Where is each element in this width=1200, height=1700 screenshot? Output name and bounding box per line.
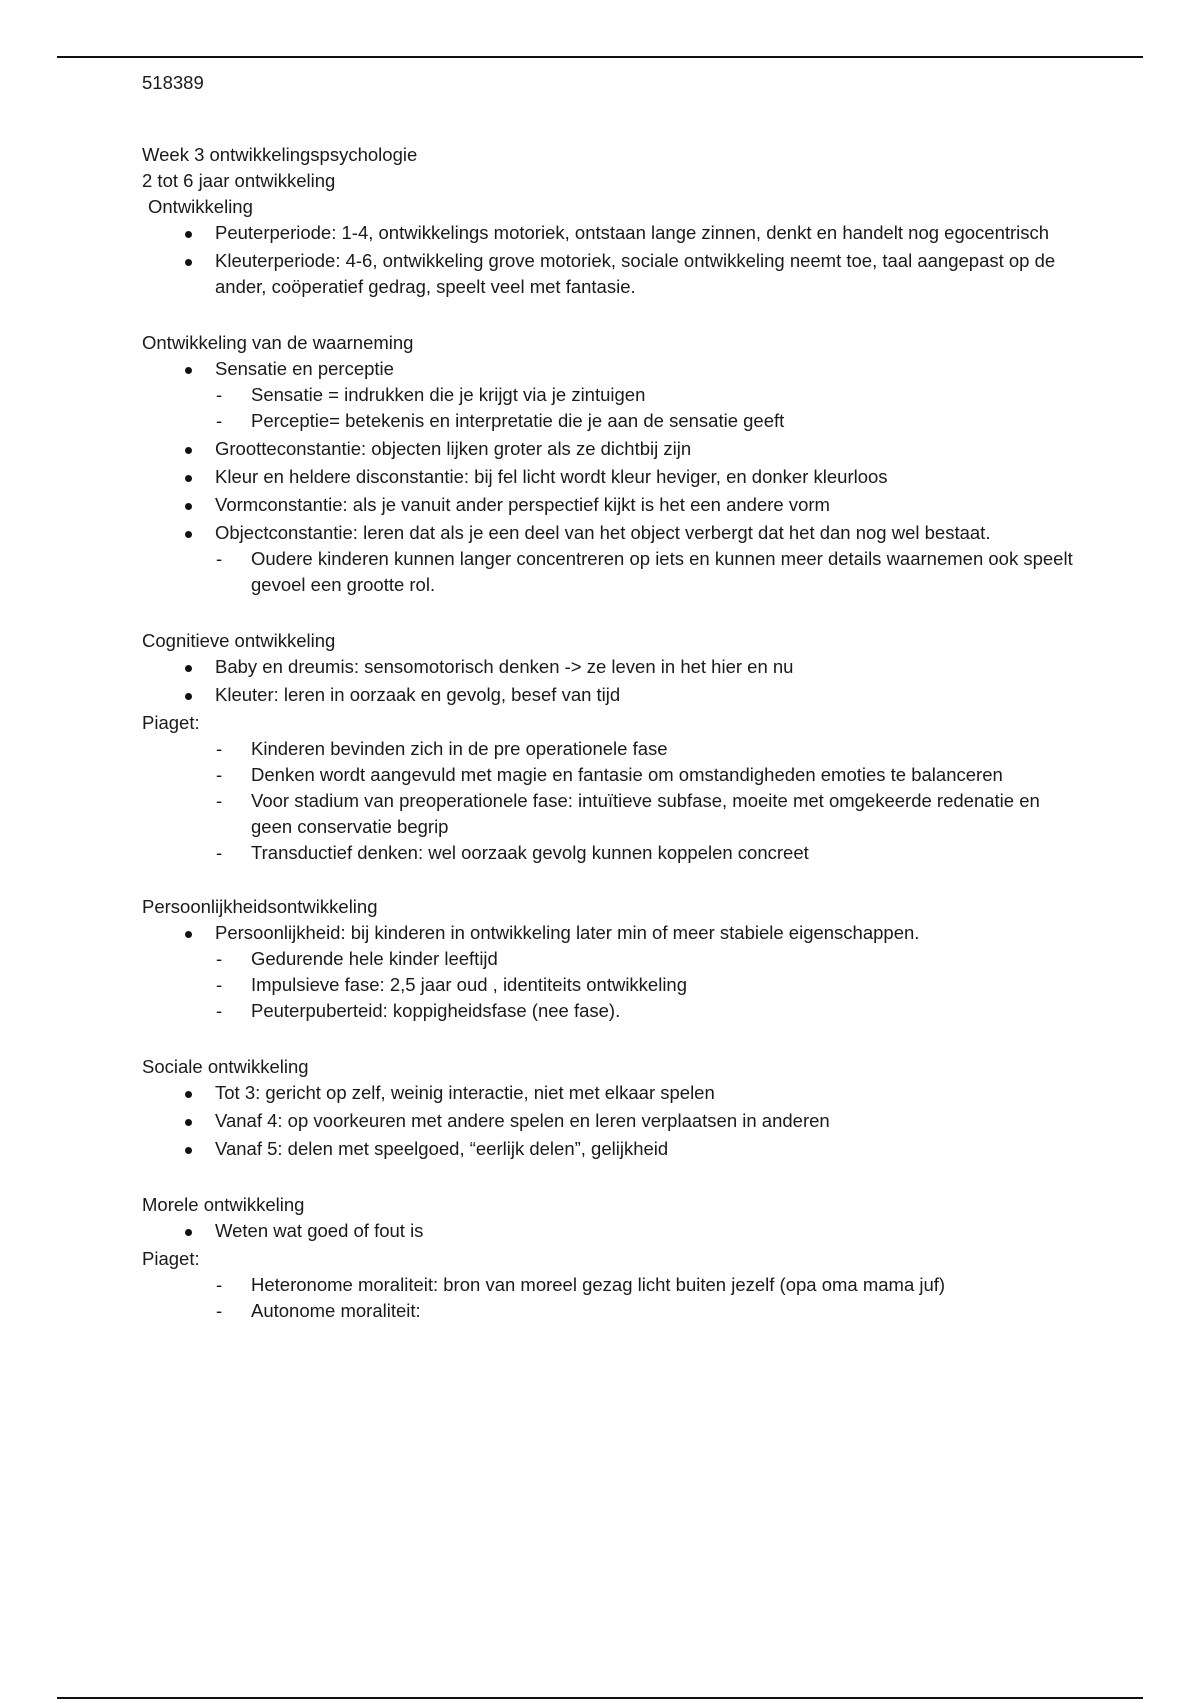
bullet-icon bbox=[185, 531, 192, 538]
bullet-icon bbox=[185, 475, 192, 482]
spacer bbox=[142, 600, 1082, 628]
list-item bbox=[142, 1108, 1082, 1134]
dash-icon: - bbox=[216, 1300, 223, 1321]
piaget-label: Piaget: bbox=[142, 712, 200, 733]
sub-list-item bbox=[215, 946, 1082, 972]
spacer bbox=[142, 96, 1082, 142]
list-item-text: Vanaf 5: delen met speelgoed, “eerlijk delen”, gelijkheid bbox=[215, 1138, 669, 1159]
bullet-icon bbox=[185, 665, 192, 672]
dash-icon: - bbox=[216, 842, 223, 863]
sub-list-item bbox=[215, 382, 1082, 408]
list-item bbox=[142, 520, 1082, 598]
list-item bbox=[142, 920, 1082, 1024]
bullet-icon bbox=[185, 1091, 192, 1098]
list-item-text: Kleur en heldere disconstantie: bij fel licht wordt kleur heviger, en donker kleurloos bbox=[215, 466, 888, 487]
list-item bbox=[142, 682, 1082, 708]
list-item bbox=[142, 1218, 1082, 1244]
dash-icon: - bbox=[216, 1274, 223, 1295]
list-item bbox=[142, 356, 1082, 434]
list-item-text: Objectconstantie: leren dat als je een deel van het object verbergt dat het dan nog wel bestaat. bbox=[215, 522, 991, 543]
student-id: 518389 bbox=[142, 72, 204, 93]
section-heading-ontwikkeling: Ontwikkeling bbox=[148, 196, 253, 217]
list-item bbox=[142, 464, 1082, 490]
section-heading-moreel: Morele ontwikkeling bbox=[142, 1194, 305, 1215]
sub-list bbox=[215, 546, 1082, 598]
sub-list-item-text: Oudere kinderen kunnen langer concentreren op iets en kunnen meer details waarnemen ook speelt gevoel een grootte rol. bbox=[251, 548, 1073, 595]
list-item-text: Kleuter: leren in oorzaak en gevolg, besef van tijd bbox=[215, 684, 621, 705]
sub-list-item bbox=[215, 408, 1082, 434]
list-item bbox=[142, 1080, 1082, 1106]
dash-icon: - bbox=[216, 764, 223, 785]
sub-list-item-text: Peuterpuberteid: koppigheidsfase (nee fase). bbox=[251, 1000, 621, 1021]
spacer bbox=[142, 866, 1082, 894]
dash-icon: - bbox=[216, 948, 223, 969]
bullet-list-moreel bbox=[142, 1218, 1082, 1244]
sub-list-item bbox=[142, 788, 1082, 840]
bullet-list-sociaal bbox=[142, 1080, 1082, 1162]
list-item bbox=[142, 248, 1082, 300]
dash-list-piaget-cognitief bbox=[142, 736, 1082, 866]
list-item bbox=[142, 220, 1082, 246]
sub-list bbox=[215, 946, 1082, 1024]
bullet-icon bbox=[185, 1229, 192, 1236]
sub-list-item-text: Heteronome moraliteit: bron van moreel gezag licht buiten jezelf (opa oma mama juf) bbox=[251, 1274, 946, 1295]
spacer bbox=[142, 1164, 1082, 1192]
dash-icon: - bbox=[216, 410, 223, 431]
bullet-icon bbox=[185, 1147, 192, 1154]
section-heading-waarneming: Ontwikkeling van de waarneming bbox=[142, 332, 414, 353]
list-item-text: Sensatie en perceptie bbox=[215, 358, 394, 379]
bullet-list-persoonlijkheid bbox=[142, 920, 1082, 1024]
sub-list-item bbox=[142, 736, 1082, 762]
sub-list-item-text: Gedurende hele kinder leeftijd bbox=[251, 948, 498, 969]
dash-icon: - bbox=[216, 738, 223, 759]
sub-list-item-text: Transductief denken: wel oorzaak gevolg kunnen koppelen concreet bbox=[251, 842, 809, 863]
sub-list-item-text: Voor stadium van preoperationele fase: intuïtieve subfase, moeite met omgekeerde redenatie en geen conservatie begrip bbox=[251, 790, 1040, 837]
list-item bbox=[142, 1136, 1082, 1162]
sub-list-item-text: Autonome moraliteit: bbox=[251, 1300, 421, 1321]
sub-list-item bbox=[142, 762, 1082, 788]
sub-list-item-text: Impulsieve fase: 2,5 jaar oud , identiteits ontwikkeling bbox=[251, 974, 688, 995]
document-title: Week 3 ontwikkelingspsychologie bbox=[142, 144, 418, 165]
list-item bbox=[142, 492, 1082, 518]
bullet-icon bbox=[185, 231, 192, 238]
sub-list-item-text: Perceptie= betekenis en interpretatie die je aan de sensatie geeft bbox=[251, 410, 785, 431]
section-heading-persoonlijkheid: Persoonlijkheidsontwikkeling bbox=[142, 896, 378, 917]
bullet-icon bbox=[185, 1119, 192, 1126]
sub-list-item bbox=[142, 1298, 1082, 1324]
sub-list-item-text: Kinderen bevinden zich in de pre operationele fase bbox=[251, 738, 668, 759]
piaget-label: Piaget: bbox=[142, 1248, 200, 1269]
section-heading-sociaal: Sociale ontwikkeling bbox=[142, 1056, 309, 1077]
bullet-icon bbox=[185, 503, 192, 510]
sub-list-item bbox=[215, 546, 1082, 598]
list-item bbox=[142, 654, 1082, 680]
bullet-icon bbox=[185, 447, 192, 454]
list-item-text: Baby en dreumis: sensomotorisch denken -> ze leven in het hier en nu bbox=[215, 656, 794, 677]
document-body bbox=[142, 70, 1082, 1324]
list-item-text: Persoonlijkheid: bij kinderen in ontwikkeling later min of meer stabiele eigenschappen. bbox=[215, 922, 920, 943]
dash-icon: - bbox=[216, 1000, 223, 1021]
spacer bbox=[142, 1026, 1082, 1054]
list-item-text: Kleuterperiode: 4-6, ontwikkeling grove motoriek, sociale ontwikkeling neemt toe, taal aangepast op de ander, coöperatief gedrag, speelt veel met fantasie. bbox=[215, 250, 1056, 297]
bullet-list-cognitief bbox=[142, 654, 1082, 708]
list-item-text: Vormconstantie: als je vanuit ander perspectief kijkt is het een andere vorm bbox=[215, 494, 830, 515]
sub-list-item bbox=[142, 1272, 1082, 1298]
sub-list-item bbox=[215, 998, 1082, 1024]
bullet-icon bbox=[185, 931, 192, 938]
bullet-icon bbox=[185, 259, 192, 266]
bullet-list-waarneming bbox=[142, 356, 1082, 598]
spacer bbox=[142, 302, 1082, 330]
document-subtitle: 2 tot 6 jaar ontwikkeling bbox=[142, 170, 336, 191]
dash-icon: - bbox=[216, 384, 223, 405]
bullet-icon bbox=[185, 367, 192, 374]
dash-icon: - bbox=[216, 790, 223, 811]
sub-list-item bbox=[215, 972, 1082, 998]
section-heading-cognitief: Cognitieve ontwikkeling bbox=[142, 630, 336, 651]
sub-list-item-text: Denken wordt aangevuld met magie en fantasie om omstandigheden emoties te balanceren bbox=[251, 764, 1003, 785]
list-item-text: Grootteconstantie: objecten lijken groter als ze dichtbij zijn bbox=[215, 438, 692, 459]
bullet-list-ontwikkeling bbox=[142, 220, 1082, 300]
header-rule bbox=[57, 56, 1143, 58]
list-item bbox=[142, 436, 1082, 462]
footer-rule bbox=[57, 1697, 1143, 1699]
list-item-text: Weten wat goed of fout is bbox=[215, 1220, 424, 1241]
list-item-text: Vanaf 4: op voorkeuren met andere spelen en leren verplaatsen in anderen bbox=[215, 1110, 830, 1131]
bullet-icon bbox=[185, 693, 192, 700]
list-item-text: Tot 3: gericht op zelf, weinig interactie, niet met elkaar spelen bbox=[215, 1082, 715, 1103]
dash-icon: - bbox=[216, 548, 223, 569]
list-item-text: Peuterperiode: 1-4, ontwikkelings motoriek, ontstaan lange zinnen, denkt en handelt nog egocentrisch bbox=[215, 222, 1050, 243]
dash-icon: - bbox=[216, 974, 223, 995]
dash-list-piaget-moreel bbox=[142, 1272, 1082, 1324]
sub-list-item-text: Sensatie = indrukken die je krijgt via je zintuigen bbox=[251, 384, 646, 405]
sub-list-item bbox=[142, 840, 1082, 866]
sub-list bbox=[215, 382, 1082, 434]
